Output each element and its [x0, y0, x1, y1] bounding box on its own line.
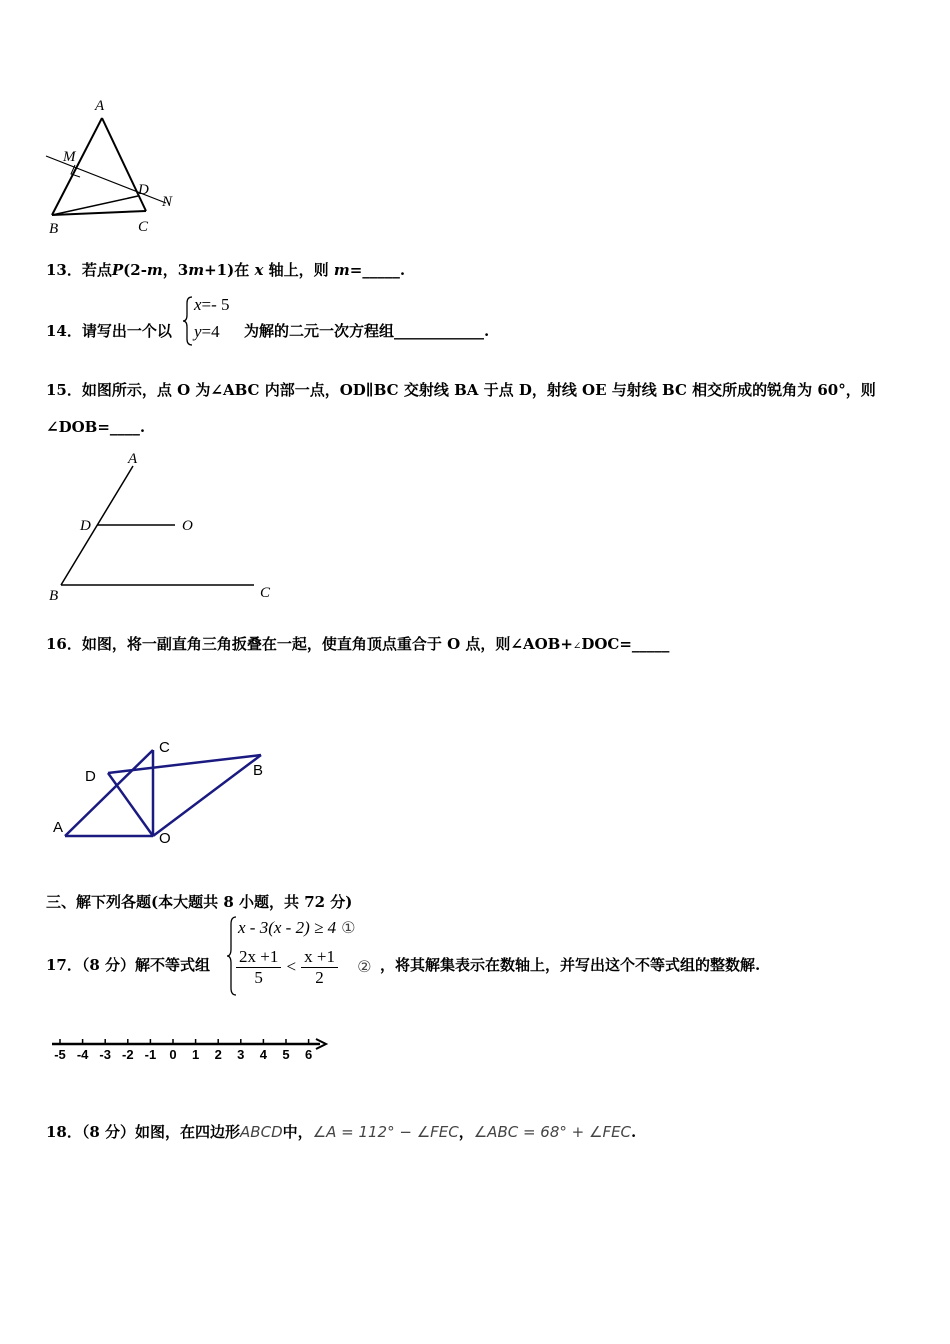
q16-blank[interactable]: _____ — [631, 635, 670, 653]
q17-lt: < — [286, 957, 297, 976]
label-b: B — [49, 221, 59, 237]
number-line-label: -2 — [122, 1047, 134, 1062]
q16-small-angle: ∠ — [572, 641, 582, 652]
q13-end: . — [399, 261, 406, 279]
number-line-label: -4 — [76, 1047, 89, 1062]
set-squares-figure — [45, 735, 280, 850]
q13-m2: m — [188, 261, 205, 279]
q13-point: P — [111, 261, 124, 279]
q14-blank[interactable]: ____________ — [394, 322, 485, 340]
triangle-mn-figure — [40, 95, 190, 240]
q14-end: . — [484, 322, 490, 340]
number-line-label: 1 — [191, 1047, 200, 1062]
q18-cond1: ∠A = 112° − ∠FEC — [312, 1123, 459, 1141]
question-15-line1: 15．如图所示，点 O 为∠ABC 内部一点，OD∥BC 交射线 BA 于点 D，射线 OE 与射线 BC 相交所成的锐角为 60°，则 — [46, 381, 876, 399]
question-13 — [46, 260, 405, 280]
q17-frac2-den: 2 — [315, 968, 324, 987]
label-b: B — [49, 588, 59, 604]
question-17-suffix: ，将其解集表示在数轴上，并写出这个不等式组的整数解. — [380, 956, 761, 974]
q18-prefix: 18．（8 分）如图，在四边形 — [46, 1123, 241, 1141]
question-14-prefix: 14．请写出一个以 — [46, 322, 172, 340]
number-line-label: -1 — [144, 1047, 157, 1062]
q13-coords-a: (2- — [123, 261, 147, 279]
q18-quad: ABCD — [240, 1123, 283, 1141]
q14-eq1-var: x — [194, 295, 202, 314]
label-m: M — [63, 149, 76, 165]
q13-m3: m — [333, 261, 350, 279]
label-a: A — [53, 819, 64, 836]
q14-eq2-var: y — [194, 322, 202, 341]
label-n: N — [162, 194, 173, 210]
q17-ineq1 — [238, 918, 356, 938]
q13-m1: m — [146, 261, 163, 279]
label-c: C — [138, 219, 149, 235]
segment-db — [108, 755, 261, 773]
q17-frac1-den: 5 — [254, 968, 263, 987]
q14-eq2-rest: =4 — [201, 322, 220, 341]
q16-text-a: 16．如图，将一副直角三角扳叠在一起，使直角顶点重合于 O 点，则∠AOB+ — [46, 635, 573, 653]
question-17-prefix: 17．（8 分）解不等式组 — [46, 956, 211, 974]
angle-abc-figure — [40, 448, 290, 606]
q17-ineq2 — [236, 947, 371, 988]
label-a: A — [128, 451, 138, 467]
number-line-label: 4 — [259, 1047, 268, 1062]
q13-blank[interactable]: _____ — [362, 261, 400, 279]
q15-blank[interactable]: ____ — [109, 418, 140, 436]
label-o: O — [159, 830, 171, 847]
question-15-line2 — [46, 417, 145, 437]
q17-frac1 — [236, 947, 281, 988]
q13-number: 13．若点 — [46, 261, 112, 279]
label-b: B — [253, 762, 264, 779]
number-line-label: 5 — [282, 1047, 290, 1062]
q17-frac2 — [301, 947, 338, 988]
segment-ab — [52, 118, 102, 215]
segment-ac — [65, 750, 153, 836]
q18-comma: ， — [458, 1123, 474, 1141]
segment-do — [108, 773, 153, 836]
number-line — [48, 1036, 333, 1068]
q14-eq2 — [194, 322, 220, 342]
q13-eq: = — [349, 261, 363, 279]
q14-eq1-rest: =- 5 — [201, 295, 230, 314]
q17-frac2-num: x +1 — [301, 947, 338, 968]
label-a: A — [95, 98, 105, 114]
question-18 — [46, 1122, 636, 1142]
q18-end: . — [631, 1123, 637, 1141]
q13-coords-c: +1)在 — [204, 261, 250, 279]
label-d: D — [85, 768, 96, 785]
number-line-label: 6 — [304, 1047, 313, 1062]
number-line-label: -5 — [54, 1047, 66, 1062]
segment-ob — [153, 755, 264, 836]
q17-mark1: ① — [341, 918, 356, 937]
q13-text2: 轴上，则 — [268, 261, 329, 279]
question-14-suffix — [244, 321, 489, 341]
q14-brace — [182, 295, 194, 347]
q18-mid: 中， — [282, 1123, 313, 1141]
q14-suffix: 为解的二元一次方程组 — [244, 322, 395, 340]
number-line-label: 2 — [214, 1047, 222, 1062]
number-line-label: 0 — [169, 1047, 177, 1062]
q17-mark2: ② — [357, 957, 372, 976]
q13-x: x — [254, 261, 264, 279]
q18-cond2: ∠ABC = 68° + ∠FEC — [473, 1123, 632, 1141]
label-o: O — [182, 518, 193, 534]
label-c: C — [260, 585, 271, 601]
q14-eq1 — [194, 295, 230, 315]
question-16 — [46, 634, 669, 657]
q15-line2-a: ∠DOB= — [46, 418, 110, 436]
q15-line2-end: . — [139, 418, 146, 436]
number-line-label: -3 — [99, 1047, 111, 1062]
number-line-label: 3 — [237, 1047, 245, 1062]
label-c: C — [159, 739, 170, 756]
q17-frac1-num: 2x +1 — [236, 947, 281, 968]
label-d: D — [138, 182, 149, 198]
q17-ineq1-text: x - 3(x - 2) ≥ 4 — [238, 918, 337, 937]
section-3-title: 三、解下列各题(本大题共 8 小题，共 72 分) — [46, 893, 353, 911]
label-d: D — [80, 518, 91, 534]
q16-text-b: DOC= — [581, 635, 632, 653]
q13-coords-b: ，3 — [162, 261, 189, 279]
